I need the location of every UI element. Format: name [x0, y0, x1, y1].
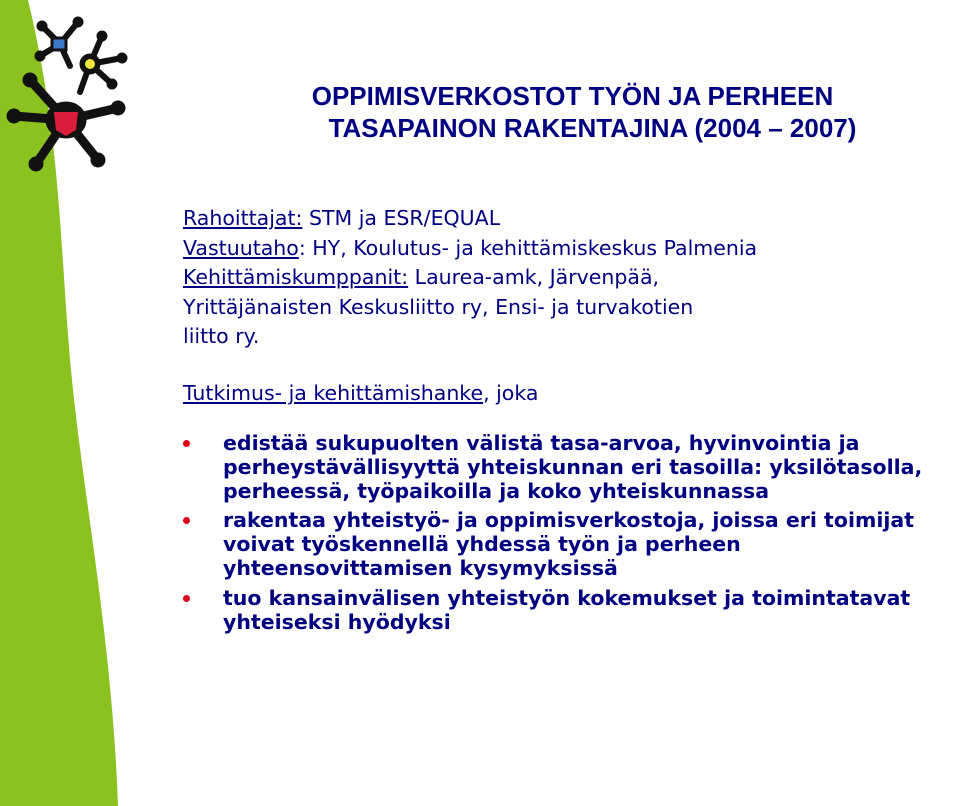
list-item-text: edistää sukupuolten välistä tasa-arvoa, hyvinvointia ja perheystävällisyyttä yhteiskunnan eri tasoilla: yksilötasolla, perheessä, työpaikoilla ja koko yhteiskunnassa — [223, 431, 923, 503]
responsible-label: Vastuutaho — [183, 235, 299, 260]
funders-value: STM ja ESR/EQUAL — [302, 206, 501, 230]
bullet-dot-icon — [183, 440, 190, 447]
responsible-value: : HY, Koulutus- ja kehittämiskeskus Palmenia — [298, 235, 758, 260]
logo-figure-small — [35, 17, 83, 66]
list-item — [183, 587, 960, 635]
title-line-1: OPPIMISVERKOSTOT TYÖN JA PERHEEN — [311, 81, 834, 111]
funders-line — [183, 204, 953, 234]
project-intro — [183, 379, 538, 409]
bullet-dot-icon — [183, 595, 190, 602]
intro-rest: , joka — [483, 381, 539, 405]
list-item-text: rakentaa yhteistyö- ja oppimisverkostoja, joissa eri toimijat voivat työskennellä yhdessä työn ja perheen yhteensovittamisen kysymyksissä — [223, 508, 915, 580]
partners-value-1: Laurea-amk, Järvenpää, — [408, 265, 660, 289]
list-item-text: tuo kansainvälisen yhteistyön kokemukset ja toimintatavat yhteiseksi hyödyksi — [223, 585, 911, 634]
partners-line — [183, 263, 953, 293]
intro-label: Tutkimus- ja kehittämishanke — [183, 381, 484, 405]
list-item — [183, 509, 960, 580]
funders-label: Rahoittajat: — [183, 206, 303, 230]
page-title — [0, 80, 960, 144]
partners-line-2: Yrittäjänaisten Keskusliitto ry, Ensi- ja turvakotien — [183, 294, 694, 319]
responsible-line — [183, 234, 953, 264]
partners-label: Kehittämiskumppanit: — [183, 265, 409, 289]
project-info — [183, 204, 953, 352]
bullet-dot-icon — [183, 517, 190, 524]
partners-line-3: liitto ry. — [183, 324, 260, 348]
list-item — [183, 432, 960, 503]
title-line-2: TASAPAINON RAKENTAJINA (2004 – 2007) — [328, 113, 857, 143]
goals-list — [183, 432, 960, 640]
